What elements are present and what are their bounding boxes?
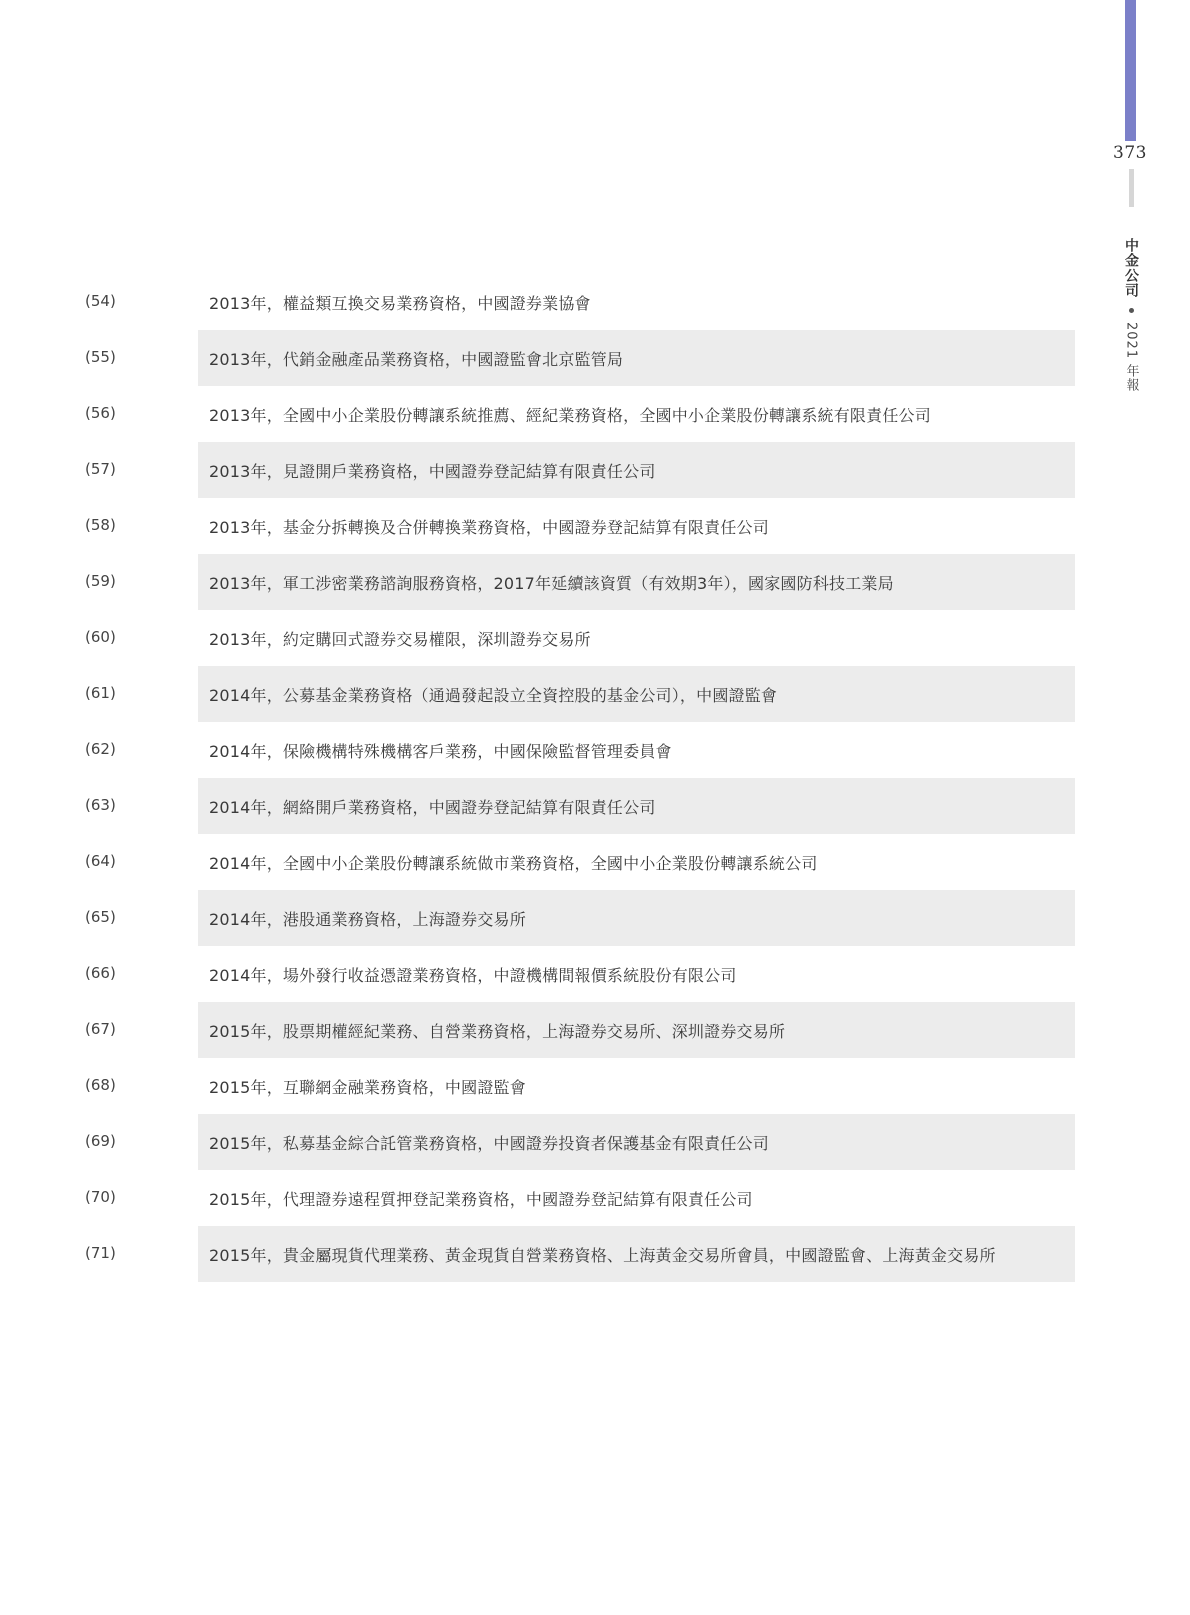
- list-item: [0, 1058, 1090, 1114]
- item-text: 2015年，代理證券遠程質押登記業務資格，中國證券登記結算有限責任公司: [209, 1190, 753, 1209]
- list-item: [0, 1114, 1090, 1170]
- list-item: [0, 666, 1090, 722]
- list-item: [0, 722, 1090, 778]
- item-text: 2014年，網絡開戶業務資格，中國證券登記結算有限責任公司: [209, 798, 656, 817]
- list-item: [0, 1226, 1090, 1282]
- item-number: (59): [85, 572, 116, 590]
- item-text: 2014年，全國中小企業股份轉讓系統做市業務資格，全國中小企業股份轉讓系統公司: [209, 854, 818, 873]
- item-number: (54): [85, 292, 116, 310]
- item-number: (61): [85, 684, 116, 702]
- list-item: [0, 1002, 1090, 1058]
- list-item: [0, 946, 1090, 1002]
- item-number: (65): [85, 908, 116, 926]
- bullet-dot-icon: [1129, 308, 1134, 313]
- list-item: [0, 386, 1090, 442]
- item-number: (55): [85, 348, 116, 366]
- item-text: 2013年，代銷金融產品業務資格，中國證監會北京監管局: [209, 350, 624, 369]
- item-text: 2015年，私募基金綜合託管業務資格，中國證券投資者保護基金有限責任公司: [209, 1134, 769, 1153]
- running-header-company: 中金公司: [1123, 238, 1139, 298]
- item-number: (66): [85, 964, 116, 982]
- item-text: 2014年，公募基金業務資格（通過發起設立全資控股的基金公司），中國證監會: [209, 686, 778, 705]
- item-text: 2013年，權益類互換交易業務資格，中國證券業協會: [209, 294, 591, 313]
- item-number: (60): [85, 628, 116, 646]
- list-item: [0, 778, 1090, 834]
- item-number: (62): [85, 740, 116, 758]
- list-item: [0, 442, 1090, 498]
- item-number: (63): [85, 796, 116, 814]
- item-number: (68): [85, 1076, 116, 1094]
- item-text: 2015年，貴金屬現貨代理業務、黃金現貨自營業務資格、上海黃金交易所會員，中國證監會、上海黃金交易所: [209, 1246, 996, 1265]
- list-item: [0, 610, 1090, 666]
- running-header-report: 2021 年報: [1123, 322, 1139, 393]
- item-text: 2013年，約定購回式證券交易權限，深圳證券交易所: [209, 630, 591, 649]
- list-item: [0, 274, 1090, 330]
- page-number: 373: [1113, 143, 1147, 163]
- item-text: 2013年，軍工涉密業務諮詢服務資格，2017年延續該資質（有效期3年），國家國防科技工業局: [209, 574, 894, 593]
- item-number: (64): [85, 852, 116, 870]
- list-item: [0, 330, 1090, 386]
- list-item: [0, 498, 1090, 554]
- list-item: [0, 834, 1090, 890]
- item-number: (70): [85, 1188, 116, 1206]
- running-header: [1119, 238, 1143, 392]
- item-number: (56): [85, 404, 116, 422]
- side-accent-bar: [1125, 0, 1136, 141]
- item-number: (67): [85, 1020, 116, 1038]
- item-text: 2013年，基金分拆轉換及合併轉換業務資格，中國證券登記結算有限責任公司: [209, 518, 769, 537]
- item-number: (57): [85, 460, 116, 478]
- item-number: (71): [85, 1244, 116, 1262]
- item-text: 2015年，互聯網金融業務資格，中國證監會: [209, 1078, 526, 1097]
- item-text: 2013年，全國中小企業股份轉讓系統推薦、經紀業務資格，全國中小企業股份轉讓系統有限責任公司: [209, 406, 931, 425]
- item-text: 2014年，場外發行收益憑證業務資格，中證機構間報價系統股份有限公司: [209, 966, 737, 985]
- item-text: 2014年，保險機構特殊機構客戶業務，中國保險監督管理委員會: [209, 742, 672, 761]
- side-divider-bar: [1129, 169, 1134, 207]
- item-text: 2015年，股票期權經紀業務、自營業務資格，上海證券交易所、深圳證券交易所: [209, 1022, 786, 1041]
- item-text: 2013年，見證開戶業務資格，中國證券登記結算有限責任公司: [209, 462, 656, 481]
- list-item: [0, 1170, 1090, 1226]
- list-item: [0, 554, 1090, 610]
- list-item: [0, 890, 1090, 946]
- item-text: 2014年，港股通業務資格，上海證券交易所: [209, 910, 526, 929]
- item-number: (69): [85, 1132, 116, 1150]
- qualification-list: [0, 274, 1090, 1282]
- item-number: (58): [85, 516, 116, 534]
